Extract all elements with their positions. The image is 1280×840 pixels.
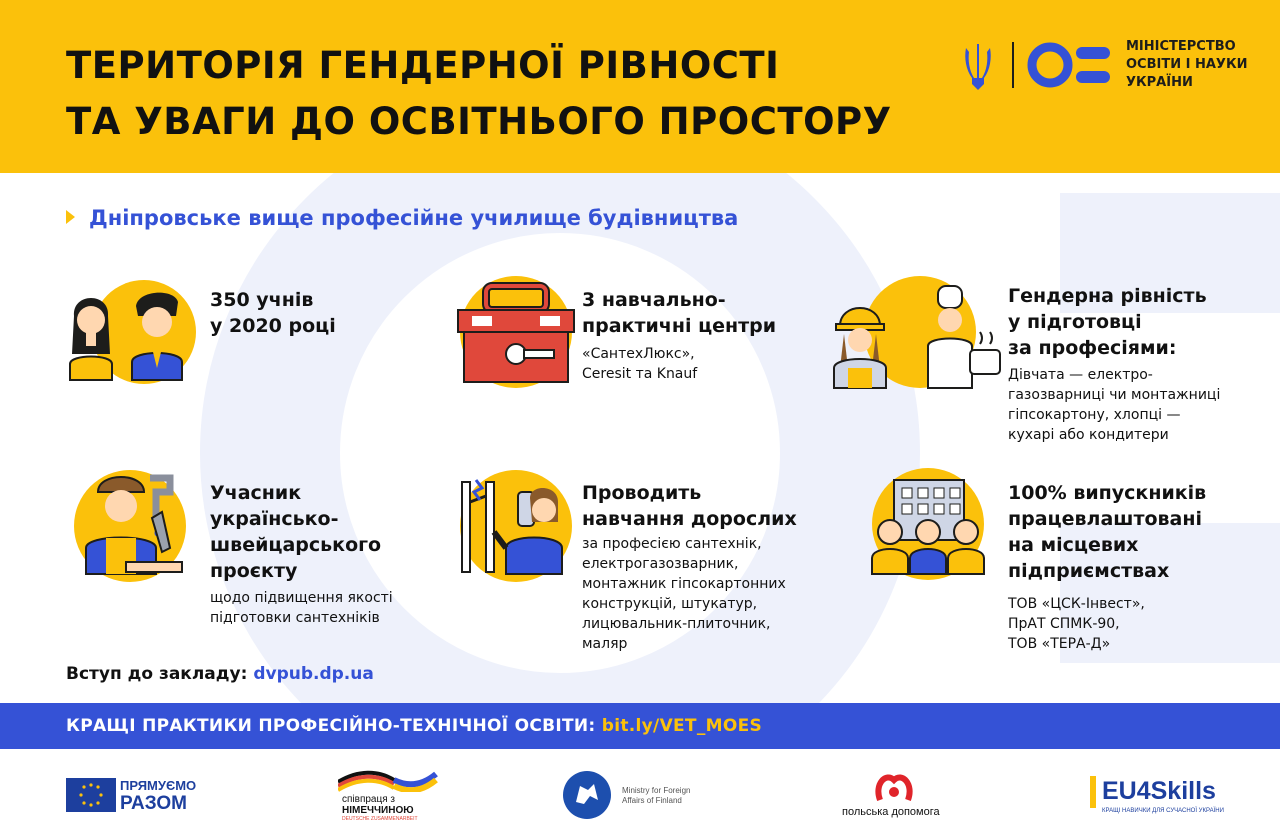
polish-aid-icon (874, 770, 914, 802)
plumber-icon (66, 462, 196, 592)
card-3-title: Гендерна рівність у підготовці за професіями: (1008, 285, 1207, 359)
card-3-desc: Дівчата — електро- газозварниці чи монтажниці гіпсокартону, хлопці — кухарі або кондитери (1008, 367, 1221, 443)
de-ua-flag-icon (338, 770, 438, 792)
professions-icon (830, 272, 1005, 402)
title-line-1: ТЕРИТОРІЯ ГЕНДЕРНОЇ РІВНОСТІ (66, 44, 780, 87)
card-2-title: 3 навчально- практичні центри (582, 289, 777, 337)
welder-icon (446, 462, 576, 592)
card-4-title: Учасник українсько- швейцарського проєкту (210, 482, 382, 582)
students-icon (66, 272, 196, 402)
german-cooperation-logo: співпраця з НІМЕЧЧИНОЮ DEUTSCHE ZUSAMMENARBEIT (338, 770, 448, 822)
ministry-emblem-icon (960, 38, 1126, 98)
polish-aid-logo: польська допомога (842, 770, 962, 820)
eu4skills-logo: EU4Skills КРАЩІ НАВИЧКИ ДЛЯ СУЧАСНОЇ УКРАЇНИ (1090, 776, 1260, 820)
toolbox-icon (446, 272, 576, 402)
card-6-desc: ТОВ «ЦСК-Інвест», ПрАТ СПМК-90, ТОВ «ТЕРА-Д» (1008, 596, 1145, 652)
enrollment-info: Вступ до закладу: dvpub.dp.ua (66, 664, 374, 684)
school-website-link[interactable]: dvpub.dp.ua (253, 664, 374, 684)
employees-icon (866, 462, 996, 592)
card-5-desc: за професією сантехнік, електрогазозварник, монтажник гіпсокартонних конструкцій, штукатур, лицювальник-плиточник, маляр (582, 536, 786, 652)
best-practices-link[interactable]: bit.ly/VET_MOES (601, 716, 763, 736)
eu-flag-icon (66, 778, 116, 812)
ministry-name: МІНІСТЕРСТВО ОСВІТИ І НАУКИ УКРАЇНИ (1126, 39, 1248, 90)
finland-mfa-logo: Ministry for Foreign Affairs of Finland (562, 770, 722, 820)
card-1-title: 350 учнів у 2020 році (210, 289, 336, 337)
page-title (66, 38, 892, 150)
finland-lion-icon (562, 770, 612, 820)
card-2-desc: «СантехЛюкс», Ceresit та Knauf (582, 346, 698, 382)
school-name: Дніпровське вище професійне училище будівництва (66, 206, 738, 230)
bullet-triangle-icon (66, 210, 75, 224)
card-5-title: Проводить навчання дорослих (582, 482, 797, 530)
best-practices-bar: КРАЩІ ПРАКТИКИ ПРОФЕСІЙНО-ТЕХНІЧНОЇ ОСВІТИ: bit.ly/VET_MOES (0, 703, 1280, 749)
eu-together-logo: ПРЯМУЄМО РАЗОМ (66, 778, 216, 814)
card-6-title: 100% випускників працевлаштовані на місцевих підприємствах (1008, 482, 1207, 582)
title-line-2: ТА УВАГИ ДО ОСВІТНЬОГО ПРОСТОРУ (66, 100, 892, 143)
card-4-desc: щодо підвищення якості підготовки сантехніків (210, 590, 393, 626)
ministry-logo (960, 38, 1260, 98)
eu4skills-bar-icon (1090, 776, 1096, 808)
